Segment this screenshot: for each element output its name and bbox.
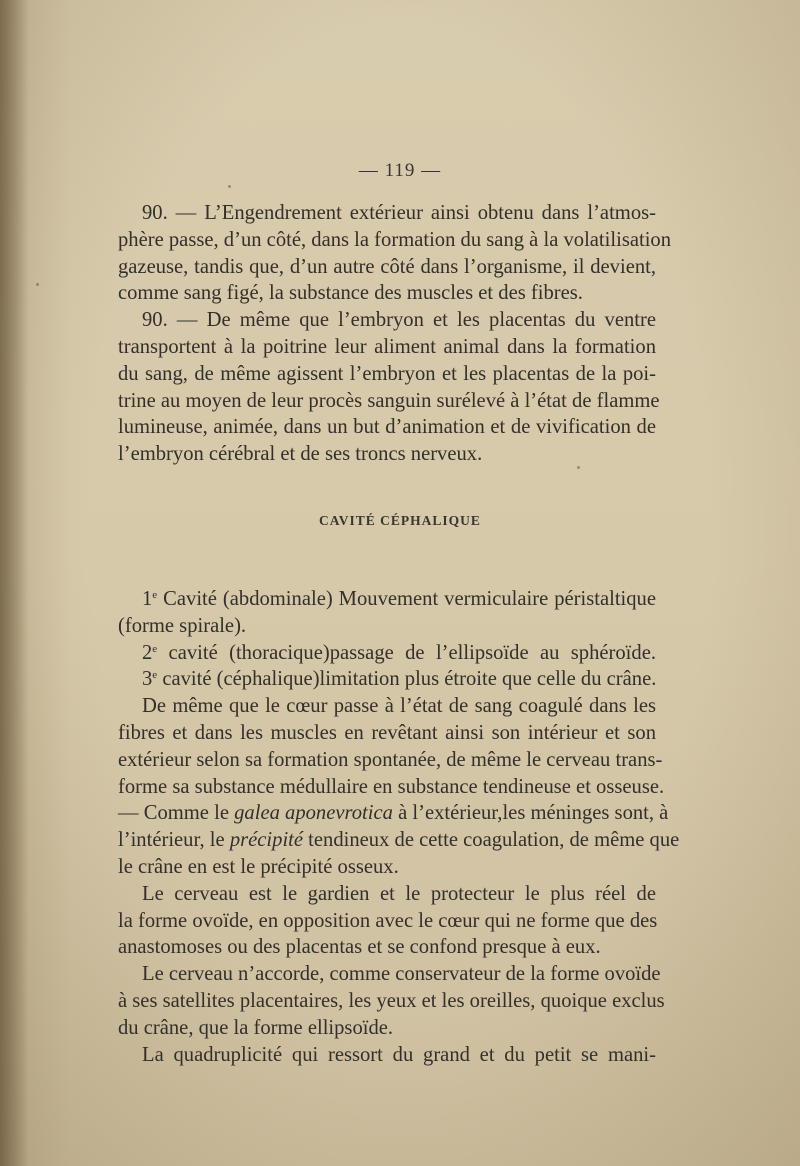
text-line: De même que le cœur passe à l’état de sang coagulé dans les xyxy=(142,695,656,718)
section-heading: CAVITÉ CÉPHALIQUE xyxy=(319,513,481,528)
text-line: 90. — De même que l’embryon et les placentas du ventre xyxy=(142,309,656,332)
italic-term: précipité xyxy=(229,829,304,852)
text-line: du crâne, que la forme ellipsoïde. xyxy=(118,1016,394,1039)
cavite-item-3: 3e cavité (céphalique)limitation plus étroite que celle du crâne. xyxy=(142,668,657,691)
text-line: extérieur selon sa formation spontanée, de même le cerveau trans- xyxy=(118,748,663,771)
text-line-galea: — Comme le galea aponevrotica à l’extérieur,les méninges sont, à xyxy=(118,802,669,825)
paper-speck xyxy=(228,185,231,188)
text-line: fibres et dans les muscles en revêtant ainsi son intérieur et son xyxy=(118,721,656,744)
text-line: forme sa substance médullaire en substance tendineuse et osseuse. xyxy=(118,775,665,798)
text-line: la forme ovoïde, en opposition avec le cœur qui ne forme que des xyxy=(118,909,658,932)
text-line: le crâne en est le précipité osseux. xyxy=(118,855,399,878)
text-line: à ses satellites placentaires, les yeux et les oreilles, quoique exclus xyxy=(118,989,665,1012)
text-line: phère passe, d’un côté, dans la formation du sang à la volatilisation xyxy=(118,228,672,251)
cavite-item-2: 2e cavité (thoracique)passage de l’ellipsoïde au sphéroïde. xyxy=(142,641,656,664)
text-block-top xyxy=(118,200,672,468)
text-block-bottom xyxy=(118,586,680,1068)
text-line: transportent à la poitrine leur aliment animal dans la formation xyxy=(118,335,656,358)
cavite-item-1: 1e Cavité (abdominale) Mouvement vermiculaire péristaltique xyxy=(142,588,656,610)
text-line: du sang, de même agissent l’embryon et les placentas de la poi- xyxy=(118,362,656,385)
text-line: lumineuse, animée, dans un but d’animation et de vivification de xyxy=(118,416,656,439)
text-line: gazeuse, tandis que, d’un autre côté dans l’organisme, il devient, xyxy=(118,255,656,278)
text-line: Le cerveau n’accorde, comme conservateur de la forme ovoïde xyxy=(142,963,661,986)
page-number: — 119 — xyxy=(358,160,442,181)
text-line-precipite: l’intérieur, le précipité tendineux de cette coagulation, de même que xyxy=(118,829,680,852)
text-line: trine au moyen de leur procès sanguin surélevé à l’état de flamme xyxy=(118,389,660,412)
italic-term: galea aponevrotica xyxy=(234,802,393,825)
text-line: anastomoses ou des placentas et se confond presque à eux. xyxy=(118,936,601,959)
text-line: (forme spirale). xyxy=(118,614,247,637)
paper-speck xyxy=(36,283,39,286)
text-line: Le cerveau est le gardien et le protecteur le plus réel de xyxy=(142,882,656,905)
text-line: La quadruplicité qui ressort du grand et du petit se mani- xyxy=(142,1043,656,1066)
text-line: l’embryon cérébral et de ses troncs nerveux. xyxy=(118,443,483,466)
text-line: comme sang figé, la substance des muscles et des fibres. xyxy=(118,282,583,305)
text-line: 90. — L’Engendrement extérieur ainsi obtenu dans l’atmos- xyxy=(142,202,656,224)
